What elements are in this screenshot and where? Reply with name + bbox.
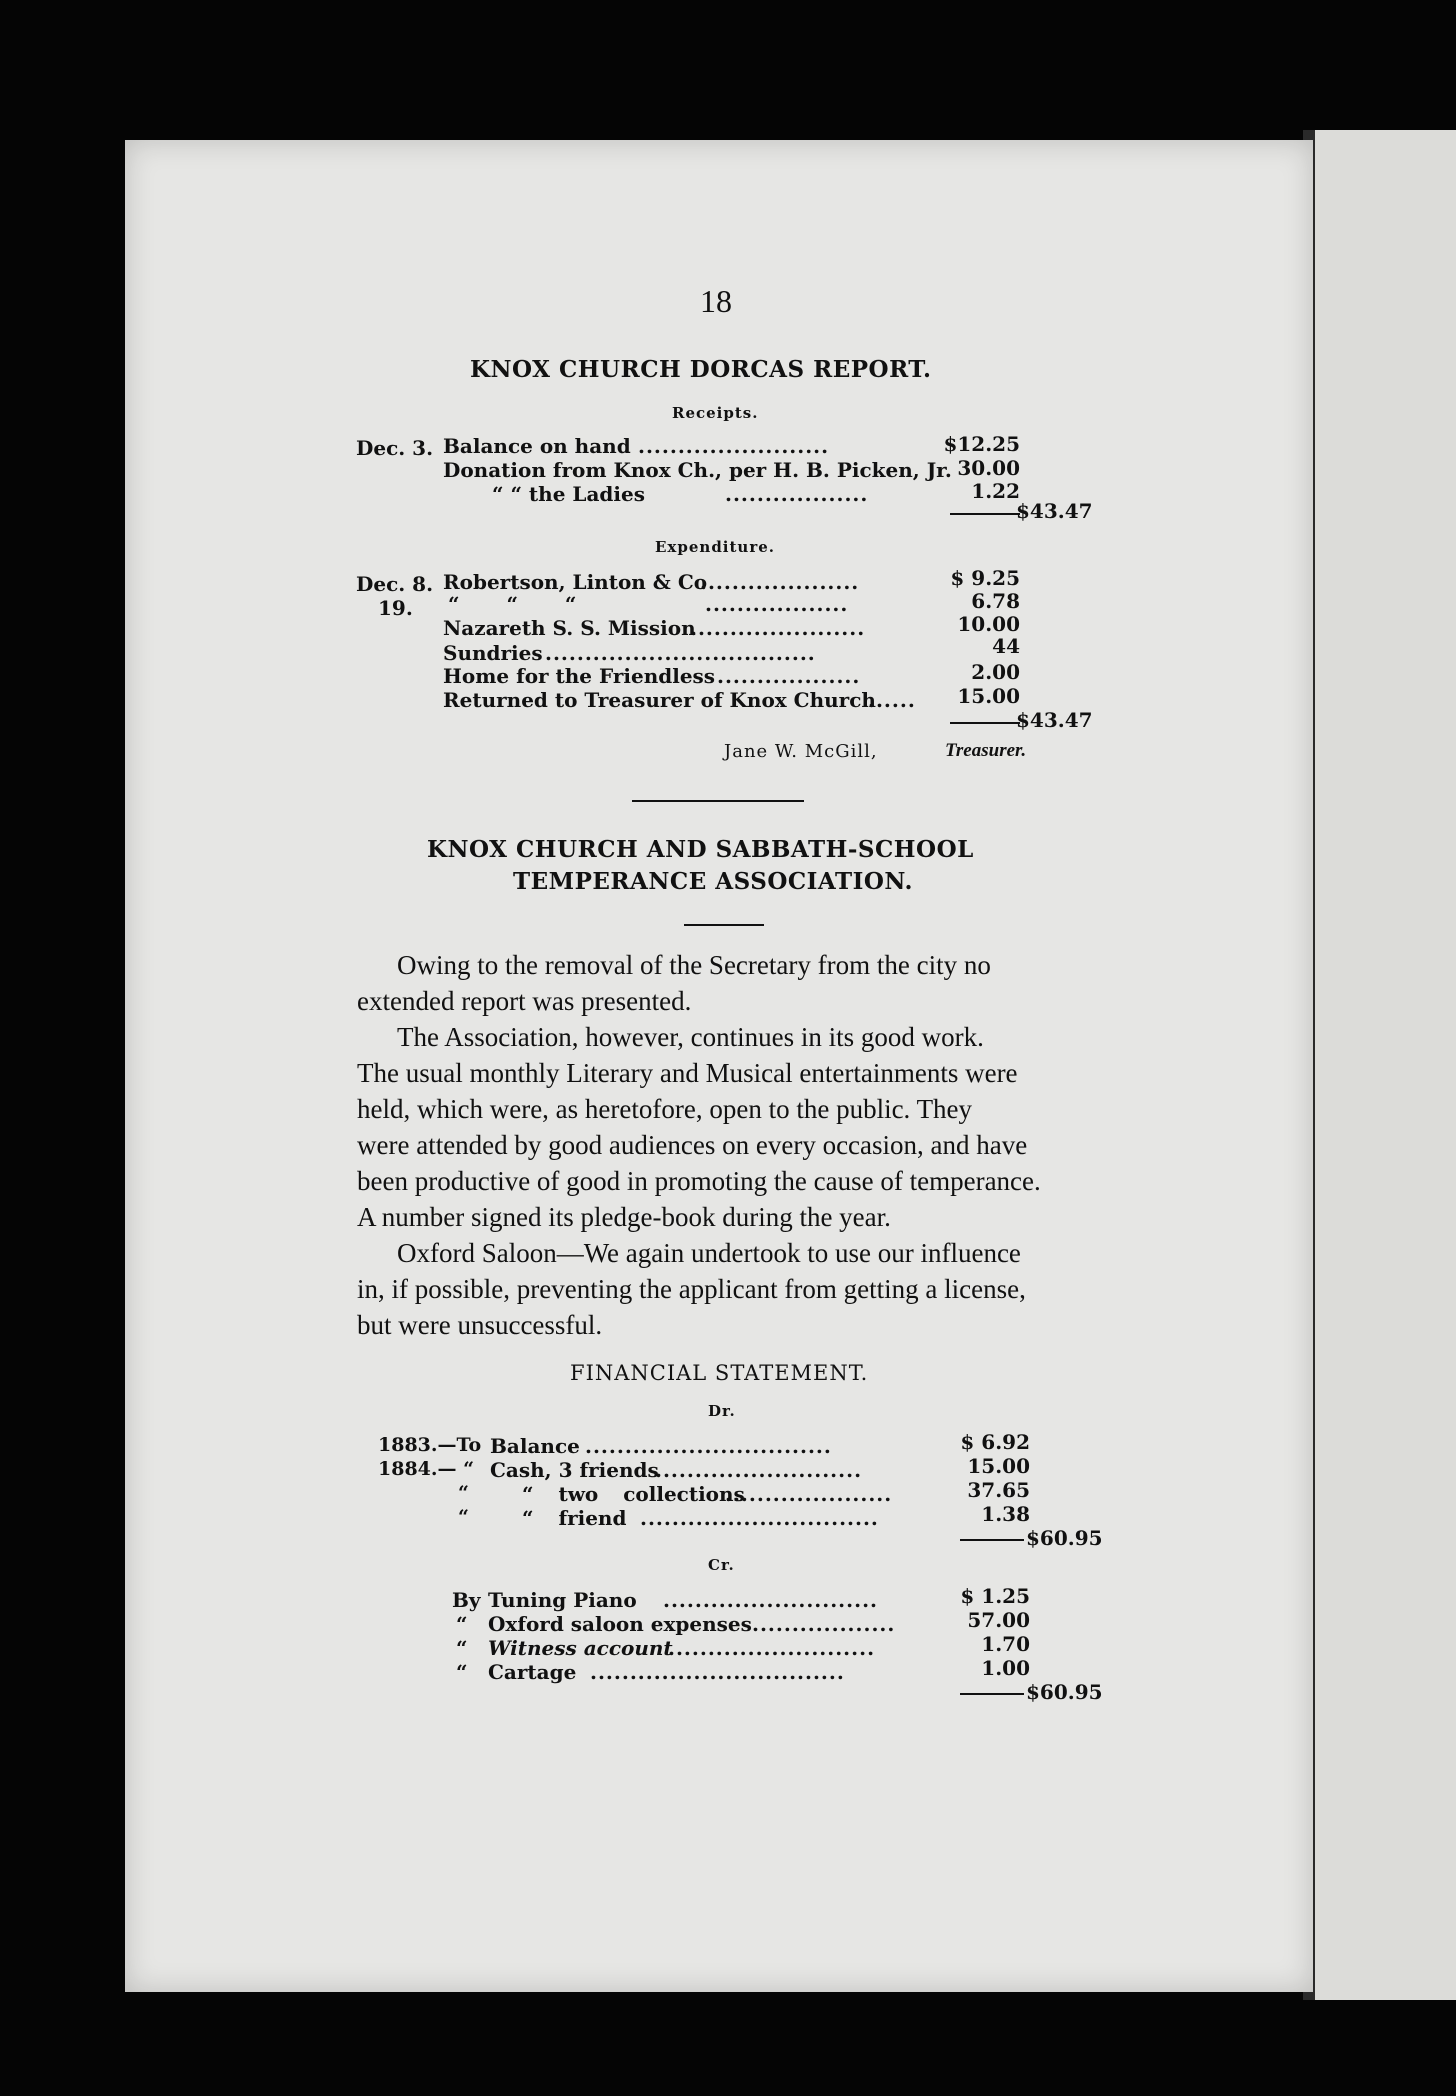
facing-page-edge xyxy=(1313,130,1456,2000)
dr-prefix: 1883.—To xyxy=(378,1434,482,1456)
dr-amount: 37.65 xyxy=(967,1478,1030,1502)
cr-desc: Oxford saloon expenses xyxy=(488,1612,752,1636)
dr-desc: “ friend xyxy=(522,1506,627,1530)
leader-dots: ........................ xyxy=(638,434,830,458)
cr-desc: Witness account xyxy=(488,1636,673,1660)
expenditure-desc: Returned to Treasurer of Knox Church xyxy=(443,688,876,712)
dr-desc: “ two collections xyxy=(522,1482,745,1506)
dr-desc: Balance xyxy=(490,1434,580,1458)
receipt-amount: $12.25 xyxy=(943,432,1020,456)
expenditure-desc: “ “ “ xyxy=(448,592,577,616)
cr-heading: Cr. xyxy=(708,1556,735,1574)
leader-dots: .......................... xyxy=(668,1636,876,1660)
cr-amount: 1.00 xyxy=(981,1656,1030,1680)
cr-total: $60.95 xyxy=(1026,1680,1103,1704)
leader-dots: ...................... xyxy=(690,616,866,640)
total-rule xyxy=(950,722,1020,724)
dr-heading: Dr. xyxy=(708,1402,736,1420)
title-underline xyxy=(684,924,764,926)
leader-dots: .................................. xyxy=(545,641,816,665)
dr-amount: 15.00 xyxy=(967,1454,1030,1478)
leader-dots: ................................ xyxy=(590,1660,845,1684)
paragraph-line: A number signed its pledge-book during the year. xyxy=(357,1202,891,1232)
leader-dots: ........................... xyxy=(663,1588,878,1612)
receipts-heading: Receipts. xyxy=(672,404,759,422)
dr-amount: 1.38 xyxy=(981,1502,1030,1526)
cr-amount: 57.00 xyxy=(967,1608,1030,1632)
leader-dots: .................. xyxy=(752,1612,896,1636)
expenditure-total: $43.47 xyxy=(1016,708,1093,732)
cr-desc: Tuning Piano xyxy=(488,1588,637,1612)
expenditure-amount: 2.00 xyxy=(971,660,1020,684)
paragraph-line: Owing to the removal of the Secretary from the city no xyxy=(397,950,991,980)
expenditure-amount: 10.00 xyxy=(957,612,1020,636)
leader-dots: ..................... xyxy=(725,1482,893,1506)
total-rule xyxy=(960,1693,1024,1695)
cr-prefix: “ xyxy=(456,1612,468,1636)
leader-dots: .................. xyxy=(717,664,861,688)
treasurer-name: Jane W. McGill, xyxy=(724,741,878,762)
leader-dots: .................. xyxy=(705,592,849,616)
financial-title: FINANCIAL STATEMENT. xyxy=(570,1361,869,1385)
cr-amount: $ 1.25 xyxy=(960,1584,1030,1608)
temperance-title-line2: TEMPERANCE ASSOCIATION. xyxy=(513,868,913,895)
expenditure-desc: Home for the Friendless xyxy=(443,664,716,688)
cr-amount: 1.70 xyxy=(981,1632,1030,1656)
total-rule xyxy=(950,513,1020,515)
expenditure-amount: 44 xyxy=(992,634,1020,658)
receipt-desc: “ “ the Ladies xyxy=(492,482,645,506)
dr-prefix: “ xyxy=(458,1482,469,1504)
cr-desc: Cartage xyxy=(488,1660,577,1684)
expenditure-date: Dec. 8. xyxy=(356,572,434,596)
page-number: 18 xyxy=(700,283,732,319)
expenditure-heading: Expenditure. xyxy=(655,538,776,556)
temperance-title-line1: KNOX CHURCH AND SABBATH-SCHOOL xyxy=(427,836,974,863)
paragraph-line: Oxford Saloon—We again undertook to use our influence xyxy=(397,1238,1021,1268)
leader-dots: ............................... xyxy=(585,1434,832,1458)
leader-dots: .................. xyxy=(725,482,869,506)
paragraph-line: in, if possible, preventing the applicant from getting a license, xyxy=(357,1274,1026,1304)
dr-desc: Cash, 3 friends xyxy=(490,1458,659,1482)
paragraph-line: been productive of good in promoting the cause of temperance. xyxy=(357,1166,1041,1196)
dorcas-title: KNOX CHURCH DORCAS REPORT. xyxy=(470,356,932,383)
receipt-desc: Donation from Knox Ch., per H. B. Picken, Jr. xyxy=(443,458,952,482)
expenditure-desc: Nazareth S. S. Mission xyxy=(443,616,696,640)
leader-dots: .......................... xyxy=(655,1458,863,1482)
paragraph-line: The usual monthly Literary and Musical entertainments were xyxy=(357,1058,1018,1088)
expenditure-date: 19. xyxy=(378,596,413,620)
receipts-total: $43.47 xyxy=(1016,499,1093,523)
leader-dots: ...... xyxy=(868,688,916,712)
expenditure-amount: 6.78 xyxy=(971,589,1020,613)
expenditure-desc: Sundries xyxy=(443,641,543,665)
dr-amount: $ 6.92 xyxy=(960,1430,1030,1454)
receipt-amount: 30.00 xyxy=(957,456,1020,480)
leader-dots: .............................. xyxy=(640,1506,879,1530)
paragraph-line: held, which were, as heretofore, open to the public. They xyxy=(357,1094,973,1124)
section-divider xyxy=(632,800,804,802)
paragraph-line: extended report was presented. xyxy=(357,986,692,1016)
cr-prefix: By xyxy=(452,1588,481,1612)
expenditure-desc: Robertson, Linton & Co xyxy=(443,570,708,594)
receipt-date: Dec. 3. xyxy=(356,436,434,460)
cr-prefix: “ xyxy=(456,1660,468,1684)
receipt-desc: Balance on hand xyxy=(443,434,631,458)
leader-dots: .................... xyxy=(700,570,860,594)
dr-prefix: 1884.— “ xyxy=(378,1458,475,1480)
expenditure-amount: $ 9.25 xyxy=(950,566,1020,590)
dr-total: $60.95 xyxy=(1026,1526,1103,1550)
expenditure-amount: 15.00 xyxy=(957,684,1020,708)
cr-prefix: “ xyxy=(456,1636,468,1660)
paragraph-line: The Association, however, continues in its good work. xyxy=(397,1022,984,1052)
paragraph-line: but were unsuccessful. xyxy=(357,1310,603,1340)
paragraph-line: were attended by good audiences on every occasion, and have xyxy=(357,1130,1028,1160)
receipt-amount: 1.22 xyxy=(971,479,1020,503)
dr-prefix: “ xyxy=(458,1506,469,1528)
total-rule xyxy=(960,1539,1024,1541)
treasurer-role: Treasurer. xyxy=(945,740,1027,761)
